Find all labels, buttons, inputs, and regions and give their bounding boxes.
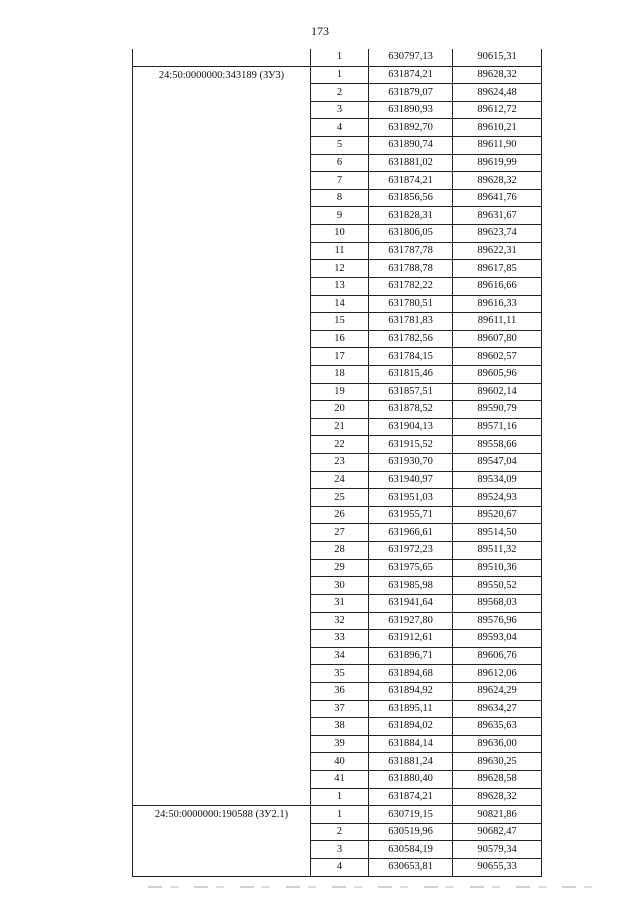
x-coordinate-cell: 631781,83 [369, 313, 453, 331]
y-coordinate-cell: 89623,74 [453, 225, 542, 243]
y-coordinate-cell: 89624,29 [453, 682, 542, 700]
x-coordinate-cell: 630519,96 [369, 823, 453, 841]
point-number-cell: 1 [311, 66, 369, 84]
y-coordinate-cell: 89611,90 [453, 137, 542, 155]
point-number-cell: 16 [311, 330, 369, 348]
point-number-cell: 15 [311, 313, 369, 331]
x-coordinate-cell: 631972,23 [369, 542, 453, 560]
y-coordinate-cell: 89511,32 [453, 542, 542, 560]
x-coordinate-cell: 631894,68 [369, 665, 453, 683]
y-coordinate-cell: 89635,63 [453, 718, 542, 736]
table-row [133, 66, 542, 84]
point-number-cell: 1 [311, 49, 369, 66]
page-number: 173 [311, 24, 329, 38]
y-coordinate-cell: 90655,33 [453, 859, 542, 877]
point-number-cell: 2 [311, 84, 369, 102]
point-number-cell: 34 [311, 647, 369, 665]
y-coordinate-cell: 89610,21 [453, 119, 542, 137]
x-coordinate-cell: 631881,02 [369, 154, 453, 172]
y-coordinate-cell: 89576,96 [453, 612, 542, 630]
y-coordinate-cell: 89636,00 [453, 735, 542, 753]
x-coordinate-cell: 631985,98 [369, 577, 453, 595]
x-coordinate-cell: 631782,56 [369, 330, 453, 348]
y-coordinate-cell: 90682,47 [453, 823, 542, 841]
point-number-cell: 4 [311, 859, 369, 877]
point-number-cell: 28 [311, 542, 369, 560]
x-coordinate-cell: 631874,21 [369, 172, 453, 190]
point-number-cell: 23 [311, 454, 369, 472]
table-row [133, 49, 542, 66]
y-coordinate-cell: 89619,99 [453, 154, 542, 172]
y-coordinate-cell: 89616,66 [453, 277, 542, 295]
point-number-cell: 24 [311, 471, 369, 489]
y-coordinate-cell: 89612,72 [453, 101, 542, 119]
x-coordinate-cell: 630719,15 [369, 806, 453, 824]
x-coordinate-cell: 630584,19 [369, 841, 453, 859]
point-number-cell: 1 [311, 806, 369, 824]
point-number-cell: 29 [311, 559, 369, 577]
point-number-cell: 27 [311, 524, 369, 542]
point-number-cell: 38 [311, 718, 369, 736]
x-coordinate-cell: 631884,14 [369, 735, 453, 753]
y-coordinate-cell: 89524,93 [453, 489, 542, 507]
y-coordinate-cell: 90821,86 [453, 806, 542, 824]
point-number-cell: 18 [311, 365, 369, 383]
x-coordinate-cell: 631890,74 [369, 137, 453, 155]
x-coordinate-cell: 631955,71 [369, 506, 453, 524]
table-row [133, 806, 542, 824]
point-number-cell: 36 [311, 682, 369, 700]
point-number-cell: 8 [311, 189, 369, 207]
x-coordinate-cell: 630653,81 [369, 859, 453, 877]
x-coordinate-cell: 631881,24 [369, 753, 453, 771]
x-coordinate-cell: 631941,64 [369, 594, 453, 612]
y-coordinate-cell: 89631,67 [453, 207, 542, 225]
y-coordinate-cell: 89628,32 [453, 66, 542, 84]
point-number-cell: 7 [311, 172, 369, 190]
point-number-cell: 26 [311, 506, 369, 524]
x-coordinate-cell: 631857,51 [369, 383, 453, 401]
x-coordinate-cell: 631880,40 [369, 770, 453, 788]
x-coordinate-cell: 631927,80 [369, 612, 453, 630]
scan-artifact-footer [148, 886, 598, 888]
x-coordinate-cell: 631890,93 [369, 101, 453, 119]
point-number-cell: 4 [311, 119, 369, 137]
point-number-cell: 33 [311, 630, 369, 648]
x-coordinate-cell: 631894,02 [369, 718, 453, 736]
x-coordinate-cell: 631892,70 [369, 119, 453, 137]
x-coordinate-cell: 631856,56 [369, 189, 453, 207]
point-number-cell: 3 [311, 841, 369, 859]
x-coordinate-cell: 631806,05 [369, 225, 453, 243]
point-number-cell: 20 [311, 401, 369, 419]
y-coordinate-cell: 89534,09 [453, 471, 542, 489]
y-coordinate-cell: 89602,57 [453, 348, 542, 366]
x-coordinate-cell: 631951,03 [369, 489, 453, 507]
y-coordinate-cell: 89607,80 [453, 330, 542, 348]
x-coordinate-cell: 631912,61 [369, 630, 453, 648]
y-coordinate-cell: 89617,85 [453, 260, 542, 278]
x-coordinate-cell: 631784,15 [369, 348, 453, 366]
x-coordinate-cell: 631788,78 [369, 260, 453, 278]
x-coordinate-cell: 630797,13 [369, 49, 453, 66]
point-number-cell: 12 [311, 260, 369, 278]
point-number-cell: 30 [311, 577, 369, 595]
y-coordinate-cell: 89628,58 [453, 770, 542, 788]
point-number-cell: 10 [311, 225, 369, 243]
x-coordinate-cell: 631815,46 [369, 365, 453, 383]
point-number-cell: 3 [311, 101, 369, 119]
y-coordinate-cell: 89624,48 [453, 84, 542, 102]
y-coordinate-cell: 89550,52 [453, 577, 542, 595]
y-coordinate-cell: 89602,14 [453, 383, 542, 401]
point-number-cell: 6 [311, 154, 369, 172]
y-coordinate-cell: 89558,66 [453, 436, 542, 454]
x-coordinate-cell: 631878,52 [369, 401, 453, 419]
point-number-cell: 22 [311, 436, 369, 454]
x-coordinate-cell: 631896,71 [369, 647, 453, 665]
parcel-cadastral-number: 24:50:0000000:190588 (ЗУ2.1) [154, 809, 289, 821]
y-coordinate-cell: 90579,34 [453, 841, 542, 859]
point-number-cell: 39 [311, 735, 369, 753]
point-number-cell: 32 [311, 612, 369, 630]
x-coordinate-cell: 631874,21 [369, 788, 453, 806]
x-coordinate-cell: 631966,61 [369, 524, 453, 542]
x-coordinate-cell: 631874,21 [369, 66, 453, 84]
x-coordinate-cell: 631782,22 [369, 277, 453, 295]
y-coordinate-cell: 89622,31 [453, 242, 542, 260]
point-number-cell: 11 [311, 242, 369, 260]
y-coordinate-cell: 90615,31 [453, 49, 542, 66]
point-number-cell: 14 [311, 295, 369, 313]
y-coordinate-cell: 89641,76 [453, 189, 542, 207]
point-number-cell: 40 [311, 753, 369, 771]
point-number-cell: 2 [311, 823, 369, 841]
parcel-cell [133, 49, 311, 66]
point-number-cell: 25 [311, 489, 369, 507]
x-coordinate-cell: 631828,31 [369, 207, 453, 225]
point-number-cell: 19 [311, 383, 369, 401]
x-coordinate-cell: 631895,11 [369, 700, 453, 718]
x-coordinate-cell: 631940,97 [369, 471, 453, 489]
y-coordinate-cell: 89634,27 [453, 700, 542, 718]
point-number-cell: 13 [311, 277, 369, 295]
point-number-cell: 41 [311, 770, 369, 788]
y-coordinate-cell: 89520,67 [453, 506, 542, 524]
y-coordinate-cell: 89547,04 [453, 454, 542, 472]
coordinates-table-body [133, 49, 542, 876]
x-coordinate-cell: 631780,51 [369, 295, 453, 313]
y-coordinate-cell: 89514,50 [453, 524, 542, 542]
y-coordinate-cell: 89611,11 [453, 313, 542, 331]
x-coordinate-cell: 631879,07 [369, 84, 453, 102]
x-coordinate-cell: 631975,65 [369, 559, 453, 577]
y-coordinate-cell: 89510,36 [453, 559, 542, 577]
parcel-cadastral-number: 24:50:0000000:343189 (ЗУ3) [158, 69, 285, 81]
x-coordinate-cell: 631904,13 [369, 418, 453, 436]
y-coordinate-cell: 89628,32 [453, 788, 542, 806]
y-coordinate-cell: 89590,79 [453, 401, 542, 419]
point-number-cell: 9 [311, 207, 369, 225]
point-number-cell: 1 [311, 788, 369, 806]
point-number-cell: 17 [311, 348, 369, 366]
x-coordinate-cell: 631787,78 [369, 242, 453, 260]
coordinates-table [132, 49, 542, 877]
y-coordinate-cell: 89616,33 [453, 295, 542, 313]
y-coordinate-cell: 89568,03 [453, 594, 542, 612]
y-coordinate-cell: 89605,96 [453, 365, 542, 383]
y-coordinate-cell: 89630,25 [453, 753, 542, 771]
parcel-cell [133, 66, 311, 806]
x-coordinate-cell: 631915,52 [369, 436, 453, 454]
y-coordinate-cell: 89571,16 [453, 418, 542, 436]
y-coordinate-cell: 89628,32 [453, 172, 542, 190]
parcel-cell [133, 806, 311, 876]
parcel-cadastral-number [133, 49, 310, 50]
point-number-cell: 5 [311, 137, 369, 155]
x-coordinate-cell: 631930,70 [369, 454, 453, 472]
point-number-cell: 21 [311, 418, 369, 436]
y-coordinate-cell: 89612,06 [453, 665, 542, 683]
point-number-cell: 37 [311, 700, 369, 718]
point-number-cell: 31 [311, 594, 369, 612]
y-coordinate-cell: 89593,04 [453, 630, 542, 648]
y-coordinate-cell: 89606,76 [453, 647, 542, 665]
point-number-cell: 35 [311, 665, 369, 683]
x-coordinate-cell: 631894,92 [369, 682, 453, 700]
